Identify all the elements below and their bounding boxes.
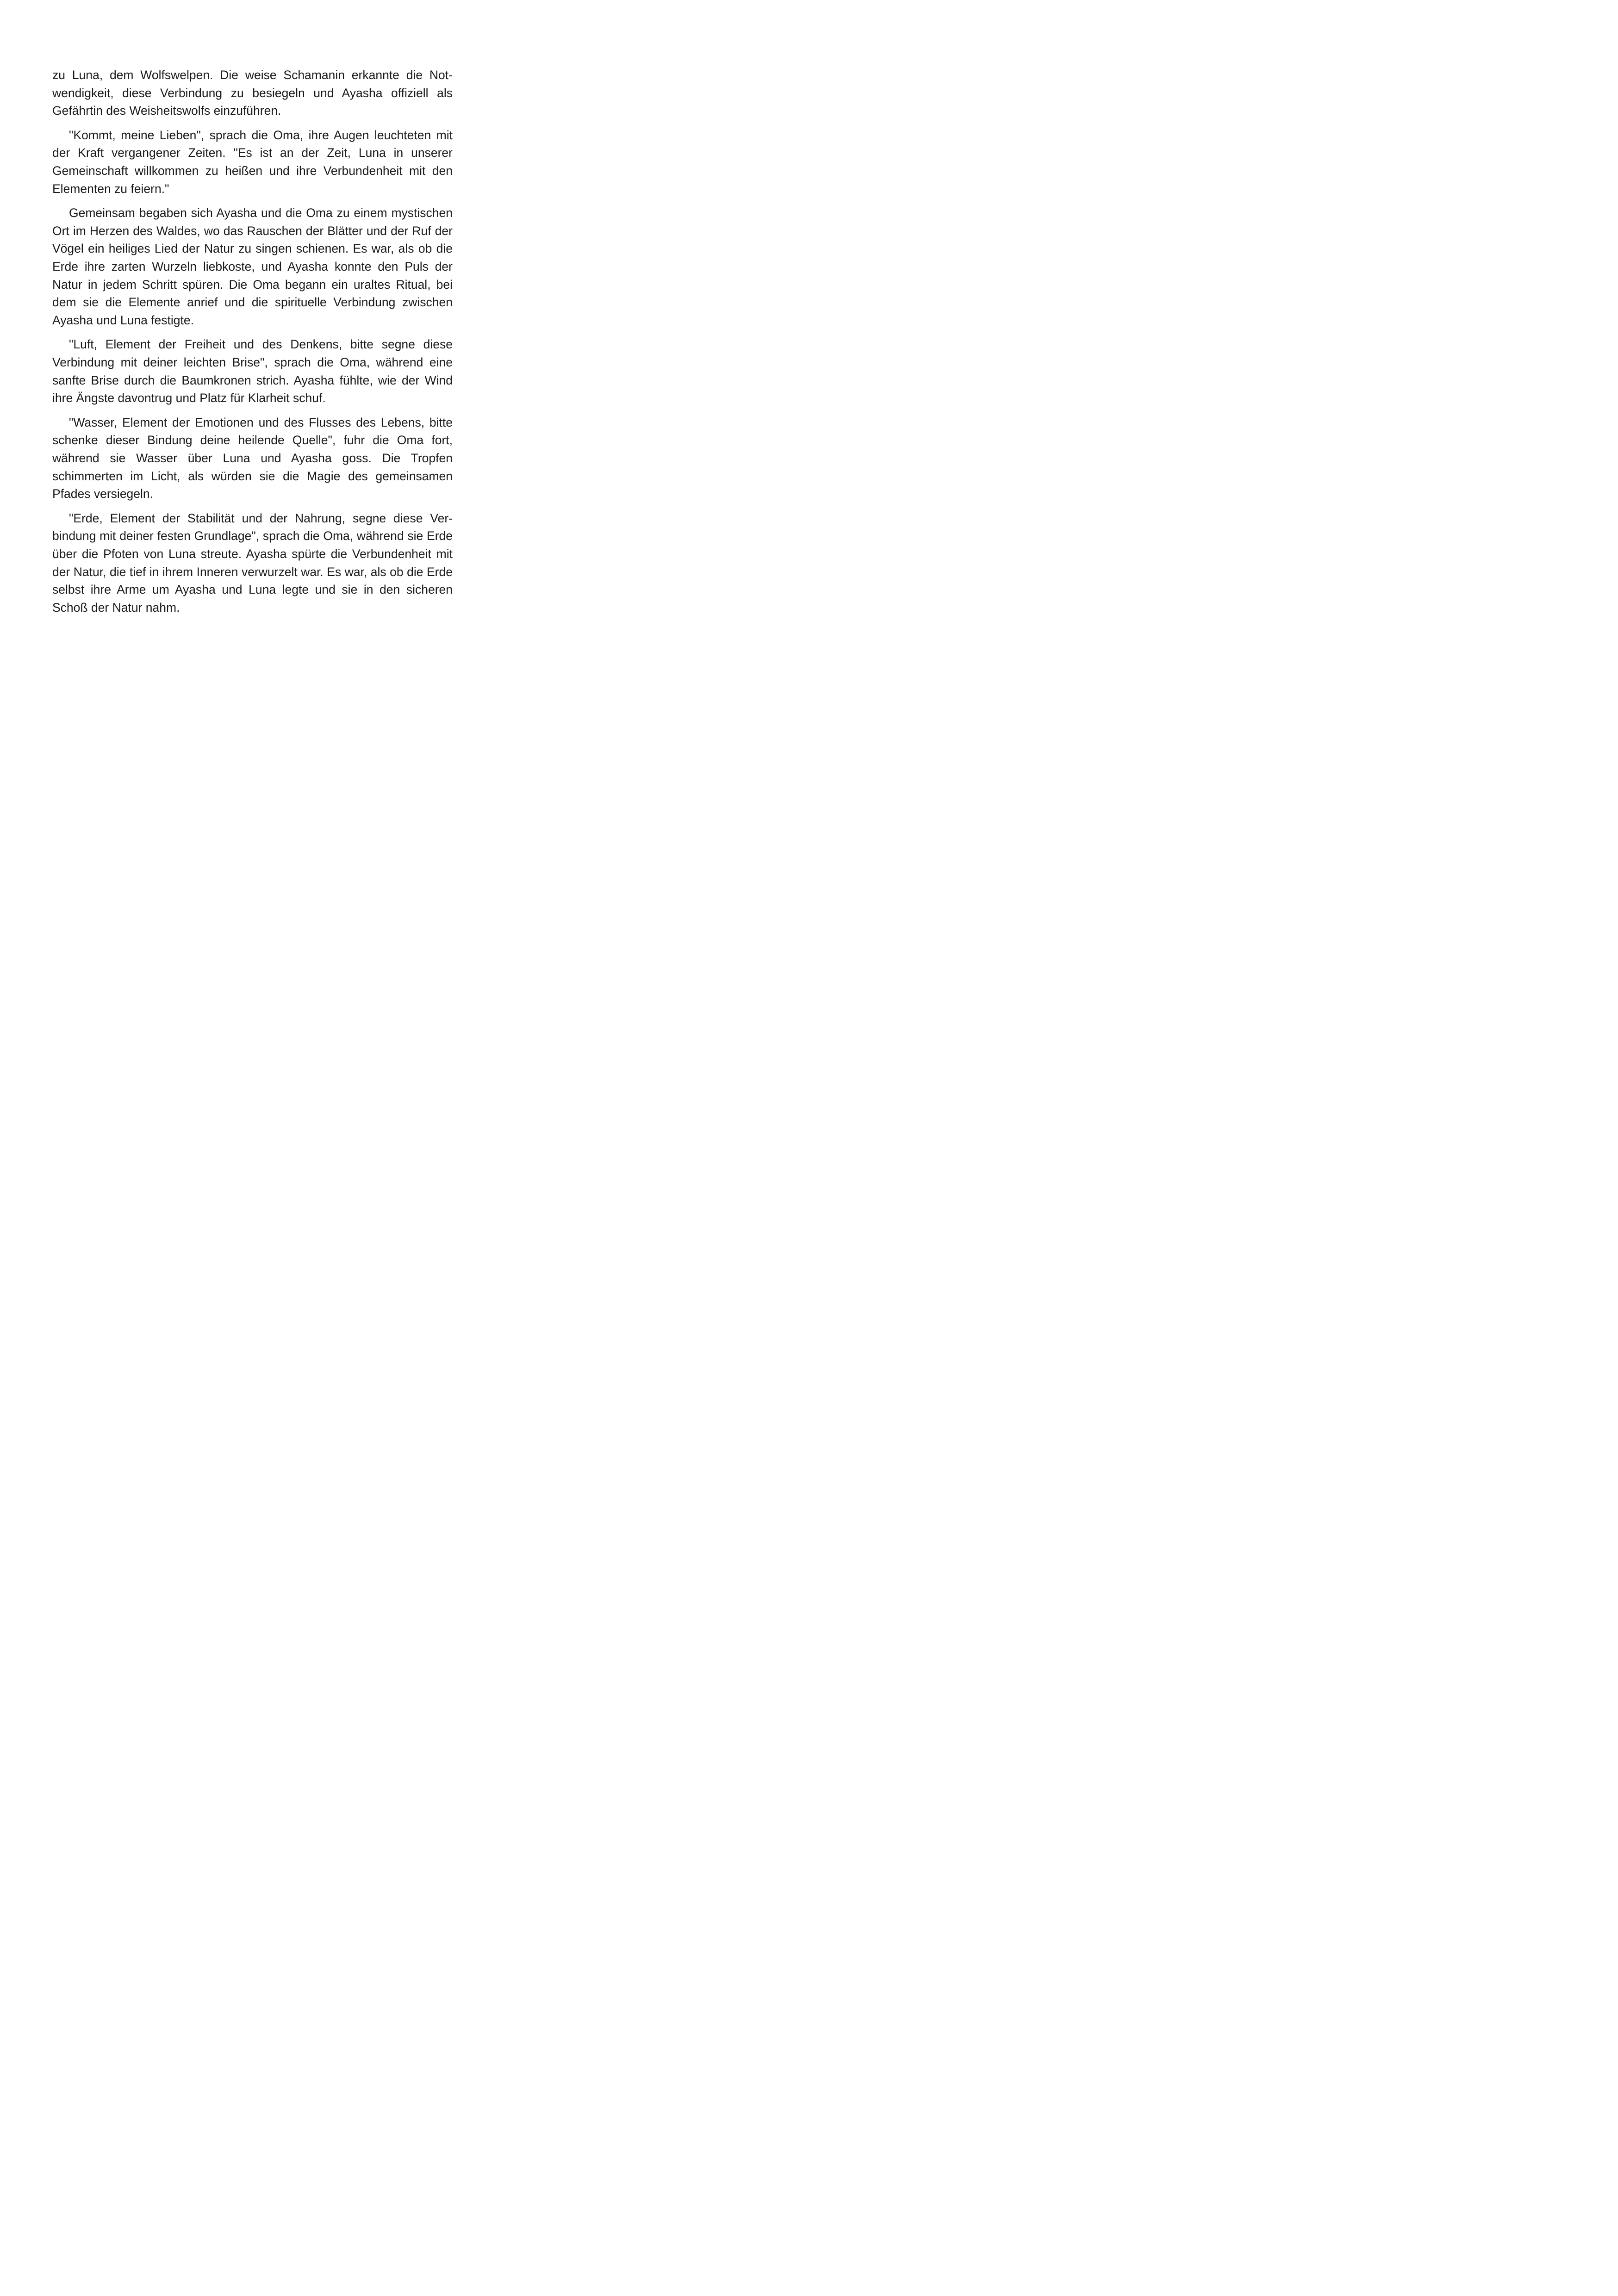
paragraph: "Erde, Element der Stabilität und der Nahrung, segne diese Verbindung mit deiner festen Grundlage", sprach die Oma, während sie Erde über die Pfoten von Luna streute. Ayasha spürte die Verbundenheit mit der Natur, die tief in ihrem Inneren verwurzelt war. Es war, als ob die Erde selbst ihre Arme um Ayasha und Luna legte und sie in den sicheren Schoß der Natur nahm. bbox=[52, 511, 453, 615]
paragraph: "Wasser, Element der Emotionen und des Flusses des Lebens, bitte schenke dieser Bindung deine heilende Quelle", fuhr die Oma fort, während sie Wasser über Luna und Ayasha goss. Die Tropfen schimmerten im Licht, als würden sie die Magie des gemeinsamen Pfades versiegeln. bbox=[52, 415, 453, 501]
paragraph: "Kommt, meine Lieben", sprach die Oma, ihre Augen leuchteten mit der Kraft vergangener Zeiten. "Es ist an der Zeit, Luna in unserer Gemeinschaft willkommen zu heißen und ihre Verbundenheit mit den Elementen zu feiern." bbox=[52, 128, 453, 196]
body-text bbox=[52, 66, 453, 617]
paragraph: zu Luna, dem Wolfswelpen. Die weise Schamanin erkannte die Notwendigkeit, diese Verbindung zu besiegeln und Ayasha offiziell als Gefährtin des Weisheitswolfs einzuführen. bbox=[52, 68, 453, 118]
paragraph: Gemeinsam begaben sich Ayasha und die Oma zu einem mystischen Ort im Herzen des Waldes, wo das Rauschen der Blätter und der Ruf der Vögel ein heiliges Lied der Natur zu singen schienen. Es war, als ob die Erde ihre zarten Wurzeln liebkoste, und Ayasha konnte den Puls der Natur in jedem Schritt spüren. Die Oma begann ein uraltes Ritual, bei dem sie die Elemente anrief und die spirituelle Verbindung zwischen Ayasha und Luna festigte. bbox=[52, 205, 453, 328]
paragraph: "Luft, Element der Freiheit und des Denkens, bitte segne diese Verbindung mit deiner leichten Brise", sprach die Oma, während eine sanfte Brise durch die Baumkronen strich. Ayasha fühlte, wie der Wind ihre Ängste davontrug und Platz für Klarheit schuf. bbox=[52, 337, 453, 405]
book-page bbox=[0, 0, 509, 722]
